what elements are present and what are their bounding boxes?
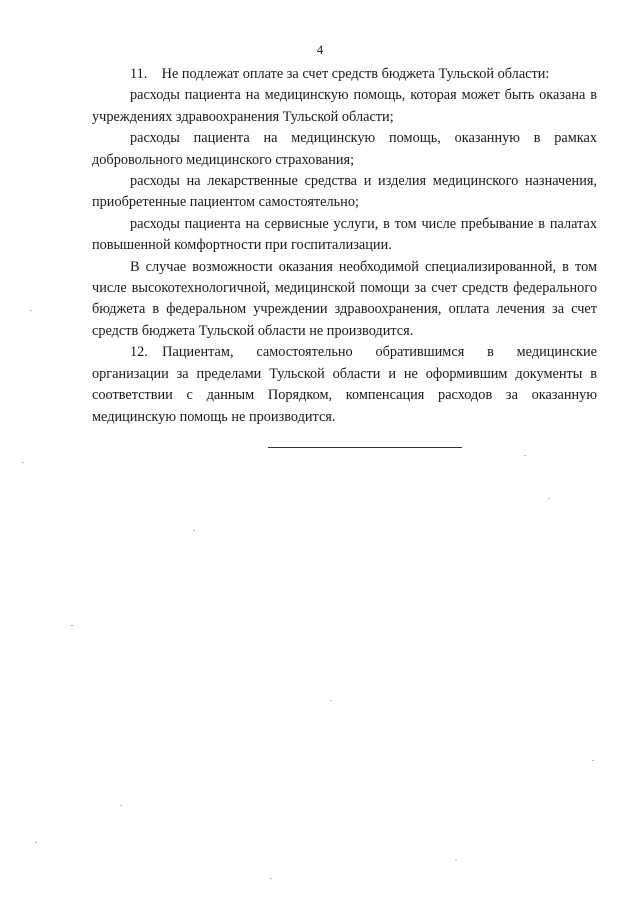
paragraph-11-item-3: расходы на лекарственные средства и изделия медицинского назначения, приобретенные пациентом самостоятельно; <box>92 173 597 211</box>
paragraph-12: 12. Пациентам, самостоятельно обратившимся в медицинские организации за пределами Тульской области и не оформившим документы в соответствии с данным Порядком, компенсация расходов за оказанную медицинскую помощь не производится. <box>92 344 597 425</box>
document-body <box>92 64 597 428</box>
scan-speck <box>22 462 24 463</box>
page-number: 4 <box>316 42 324 57</box>
scan-speck <box>592 760 594 761</box>
scan-speck <box>120 805 122 806</box>
scan-speck <box>30 310 32 311</box>
paragraph-11-item-4: расходы пациента на сервисные услуги, в том числе пребывание в палатах повышенной комфортности при госпитализации. <box>92 215 597 254</box>
scan-speck <box>71 625 73 626</box>
scan-speck <box>455 860 457 861</box>
paragraph-11-heading: 11. Не подлежат оплате за счет средств бюджета Тульской области: <box>130 66 550 82</box>
scan-speck <box>548 498 550 499</box>
scan-speck <box>270 878 272 879</box>
closing-divider-line <box>268 447 462 448</box>
scan-speck <box>193 530 195 531</box>
paragraph-11-item-1: расходы пациента на медицинскую помощь, которая может быть оказана в учреждениях здравоохранения Тульской области; <box>92 87 597 125</box>
scan-speck <box>35 842 37 843</box>
paragraph-11-note: В случае возможности оказания необходимой специализированной, в том числе высокотехнологичной, медицинской помощи за счет средств федерального бюджета в федеральном учреждении здравоохранения, оплата лечения за счет средств бюджета Тульской области не производится. <box>92 258 597 339</box>
scan-speck <box>524 455 526 456</box>
paragraph-11-item-2: расходы пациента на медицинскую помощь, оказанную в рамках добровольного медицинского страхования; <box>92 130 597 168</box>
scan-speck <box>330 700 332 701</box>
